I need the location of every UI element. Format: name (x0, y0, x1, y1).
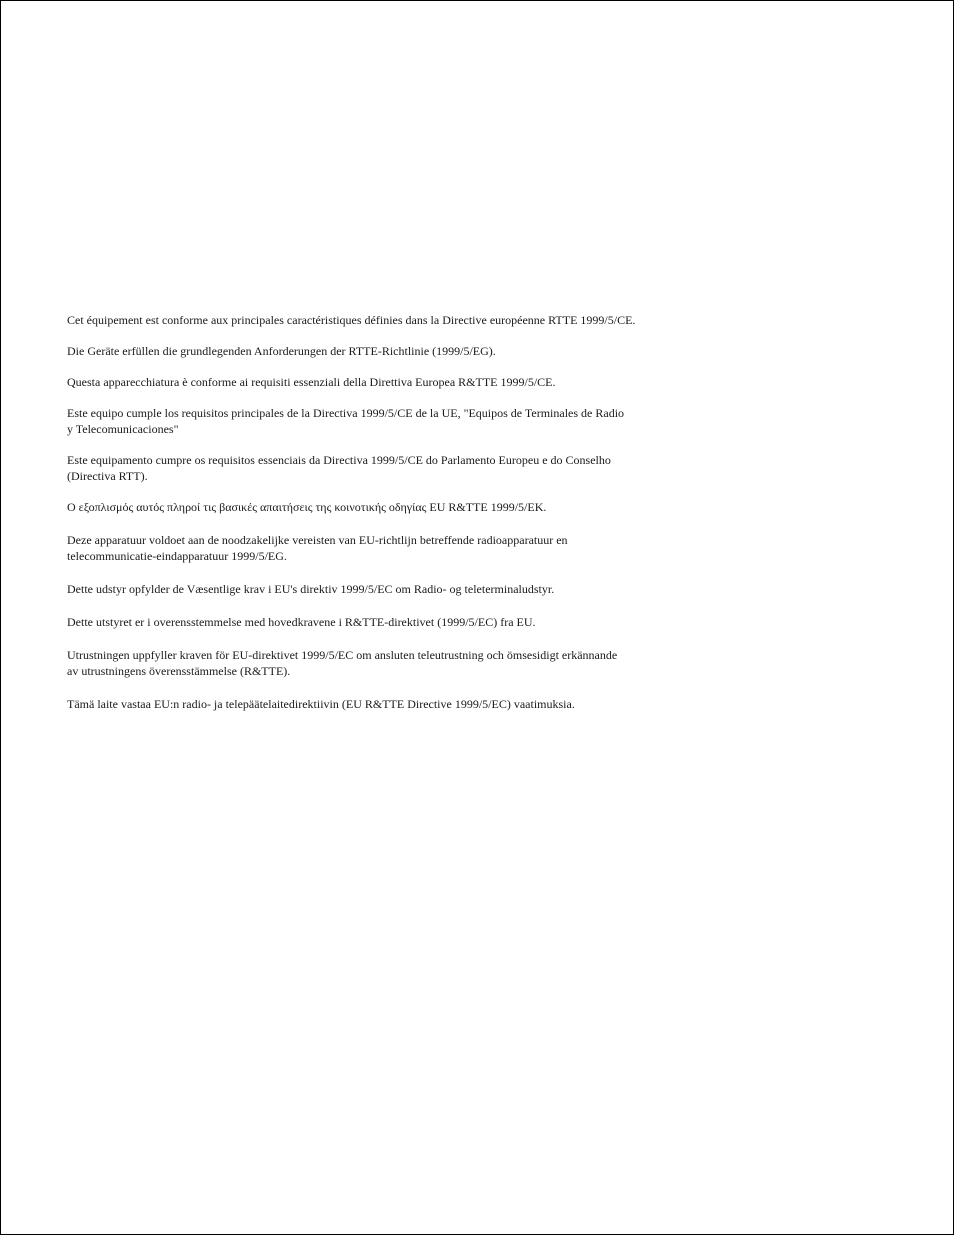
statement-swedish: Utrustningen uppfyller kraven för EU-direktivet 1999/5/EC om ansluten teleutrustning och ömsesidigt erkännande av utrustningens överensstämmelse (R&TTE). (67, 648, 618, 678)
statement-french: Cet équipement est conforme aux principales caractéristiques définies dans la Directive européenne RTTE 1999/5/CE. (67, 313, 636, 327)
statement-portuguese: Este equipamento cumpre os requisitos essenciais da Directiva 1999/5/CE do Parlamento Europeu e do Conselho (Directiva RTT). (67, 453, 611, 483)
statement-norwegian: Dette utstyret er i overensstemmelse med hovedkravene i R&TTE-direktivet (1999/5/EC) fra EU. (67, 615, 536, 629)
statement-danish: Dette udstyr opfylder de Væsentlige krav i EU's direktiv 1999/5/EC om Radio- og teleterminaludstyr. (67, 582, 555, 596)
statement-spanish: Este equipo cumple los requisitos principales de la Directiva 1999/5/CE de la UE, "Equipos de Terminales de Radio y Telecomunicaciones" (67, 406, 625, 436)
compliance-statements (67, 312, 727, 712)
statement-dutch: Deze apparatuur voldoet aan de noodzakelijke vereisten van EU-richtlijn betreffende radioapparatuur en telecommunicatie-eindapparatuur 1999/5/EG. (67, 533, 568, 563)
statement-italian: Questa apparecchiatura è conforme ai requisiti essenziali della Direttiva Europea R&TTE 1999/5/CE. (67, 375, 556, 389)
statement-german: Die Geräte erfüllen die grundlegenden Anforderungen der RTTE-Richtlinie (1999/5/EG). (67, 344, 496, 358)
statement-greek: Ο εξοπλισμός αυτός πληροί τις βασικές απαιτήσεις της κοινοτικής οδηγίας EU R&TTE 1999/5/EK. (67, 500, 547, 514)
statement-finnish: Tämä laite vastaa EU:n radio- ja telepäätelaitedirektiivin (EU R&TTE Directive 1999/5/EC) vaatimuksia. (67, 697, 575, 711)
